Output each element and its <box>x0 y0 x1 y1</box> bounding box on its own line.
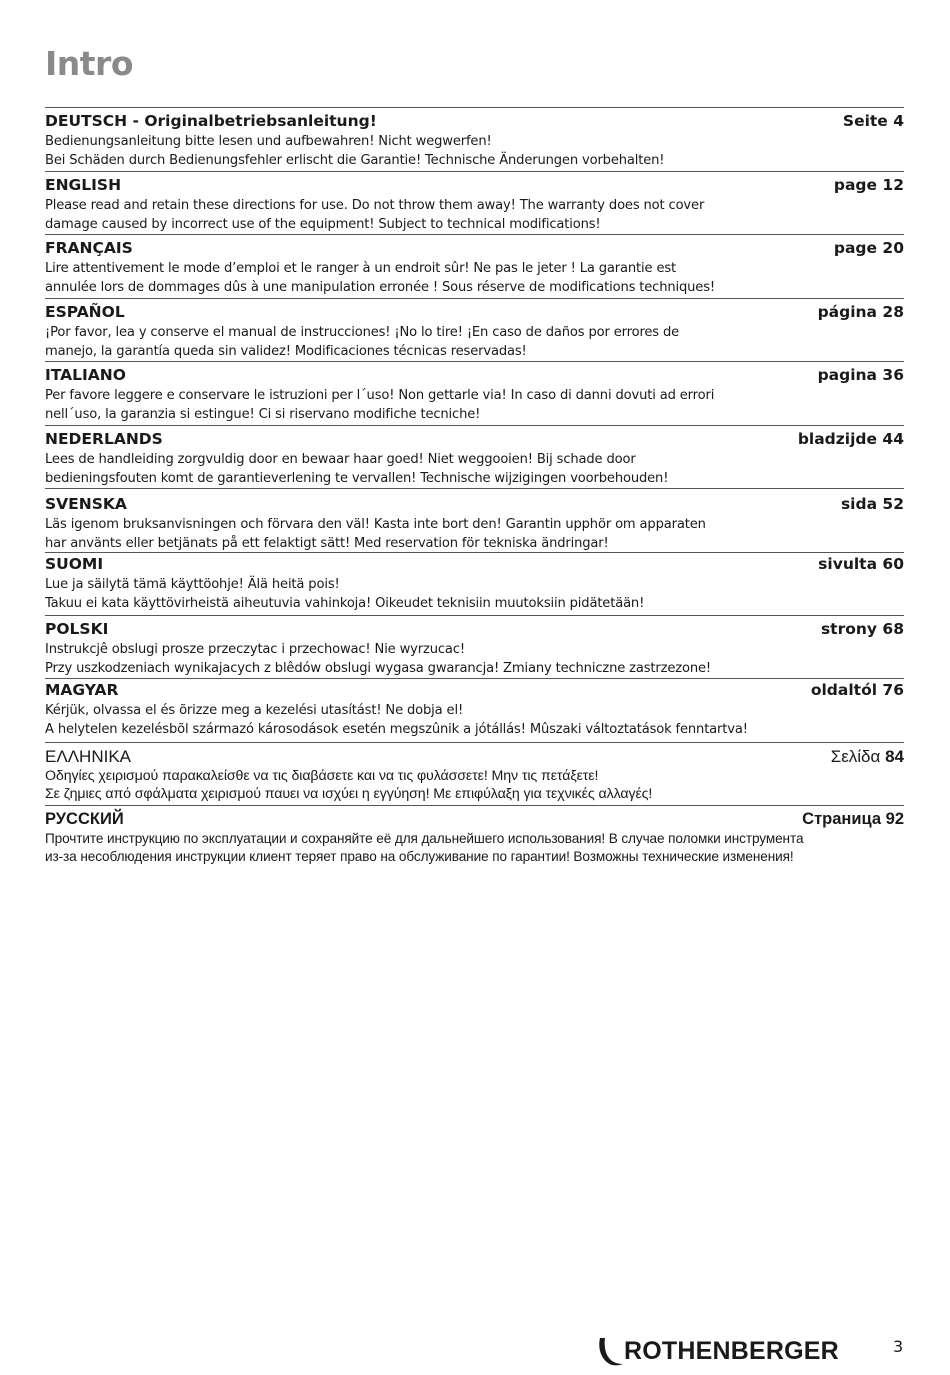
section-espanol <box>45 298 904 361</box>
section-header <box>45 619 904 640</box>
page-reference-number: 84 <box>885 747 904 766</box>
section-description <box>45 450 904 488</box>
description-line: Takuu ei kata käyttövirheistä aiheutuvia vahinkoja! Oikeudet teknisiin muutoksiin pidätetään! <box>45 596 645 611</box>
language-name: ΕΛΛΗΝΙΚΑ <box>45 747 132 766</box>
description-line: Οδηγίες χειρισμού παρακαλείσθε να τις διαβάσετε και να τις φυλάσσετε! Μην τις πετάξετε! <box>45 768 599 784</box>
brand-name: ROTHENBERGER <box>624 1337 839 1365</box>
language-name: DEUTSCH - Originalbetriebsanleitung! <box>45 112 377 130</box>
section-description <box>45 386 904 424</box>
description-line: Kérjük, olvassa el és õrizze meg a kezelési utasítást! Ne dobja el! <box>45 703 464 718</box>
description-line: Σε ζημιες από σφάλματα χειρισμού παυει να ισχύει η εγγύηση! Με επιφύλαξη για τεχνικές αλλαγές! <box>45 786 653 802</box>
section-header <box>45 429 904 450</box>
description-line: ¡Por favor, lea y conserve el manual de instrucciones! ¡No lo tire! ¡En caso de daños por errores de <box>45 325 680 340</box>
description-line: har använts eller betjänats på ett felaktigt sätt! Med reservation för tekniska ändringar! <box>45 536 609 551</box>
section-francais <box>45 234 904 298</box>
section-header <box>45 494 904 515</box>
page-reference: page 12 <box>833 176 904 194</box>
language-name: SUOMI <box>45 555 104 573</box>
description-line: Instrukcjê obslugi prosze przeczytac i przechowac! Nie wyrzucac! <box>45 642 465 657</box>
page-reference: pagina 36 <box>817 366 904 384</box>
section-description <box>45 259 904 297</box>
page-reference: strony 68 <box>820 620 904 638</box>
section-header <box>45 554 904 575</box>
section-header <box>45 238 904 259</box>
section-header <box>45 746 904 767</box>
description-line: Please read and retain these directions for use. Do not throw them away! The warranty does not cover <box>45 198 705 213</box>
section-description <box>45 767 904 803</box>
language-name: ENGLISH <box>45 176 122 194</box>
description-line: bedieningsfouten komt de garantieverlening te vervallen! Technische wijzigingen voorbehouden! <box>45 471 669 486</box>
section-description <box>45 132 904 170</box>
section-suomi <box>45 552 904 615</box>
section-russkiy <box>45 805 904 869</box>
description-line: Lire attentivement le mode d’emploi et le ranger à un endroit sûr! Ne pas le jeter ! La garantie est <box>45 261 677 276</box>
page-reference: bladzijde 44 <box>797 430 904 448</box>
page-reference: page 20 <box>833 239 904 257</box>
section-description <box>45 701 904 739</box>
section-ellinika <box>45 742 904 805</box>
section-deutsch <box>45 107 904 171</box>
section-description <box>45 575 904 613</box>
section-header <box>45 302 904 323</box>
description-line: Per favore leggere e conservare le istruzioni per l´uso! Non gettarle via! In caso di danni dovuti ad errori <box>45 388 715 403</box>
section-nederlands <box>45 425 904 488</box>
section-header <box>45 111 904 132</box>
section-description <box>45 640 904 678</box>
language-section-list <box>45 107 904 869</box>
page-reference-word: Σελίδα <box>830 747 881 766</box>
section-english <box>45 171 904 234</box>
page-reference: sivulta 60 <box>818 555 904 573</box>
description-line: Прочтите инструкцию по эксплуатации и сохраняйте её для дальнейшего использования! В случае поломки инструмента <box>45 831 804 846</box>
section-header <box>45 365 904 386</box>
section-header <box>45 175 904 196</box>
section-description <box>45 196 904 234</box>
page-reference: Seite 4 <box>842 112 904 130</box>
section-polski <box>45 615 904 678</box>
description-line: из-за несоблюдения инструкции клиент теряет право на обслуживание по гарантии! Возможны технические изменения! <box>45 849 794 864</box>
language-name: POLSKI <box>45 620 109 638</box>
description-line: Przy uszkodzeniach wynikajacych z blêdów obslugi wygasa gwarancja! Zmiany techniczne zastrzezone! <box>45 661 712 676</box>
page-title: Intro <box>45 44 133 83</box>
language-name: NEDERLANDS <box>45 430 163 448</box>
description-line: nell´uso, la garanzia si estingue! Ci si riservano modifiche tecniche! <box>45 407 481 422</box>
description-line: damage caused by incorrect use of the equipment! Subject to technical modifications! <box>45 217 601 232</box>
language-name: РУССКИЙ <box>45 810 124 828</box>
section-italiano <box>45 361 904 425</box>
section-description <box>45 323 904 361</box>
page-reference: página 28 <box>817 303 904 321</box>
description-line: Lees de handleiding zorgvuldig door en bewaar haar goed! Niet weggooien! Bij schade door <box>45 452 636 467</box>
description-line: Läs igenom bruksanvisningen och förvara den väl! Kasta inte bort den! Garantin upphör om apparaten <box>45 517 706 532</box>
section-header <box>45 680 904 701</box>
language-name: ESPAÑOL <box>45 303 125 321</box>
description-line: A helytelen kezelésbõl származó károsodások esetén megszûnik a jótállás! Mûszaki változtatások fenntartva! <box>45 722 748 737</box>
page-reference <box>831 746 904 767</box>
section-magyar <box>45 678 904 742</box>
language-name: ITALIANO <box>45 366 126 384</box>
language-name: MAGYAR <box>45 681 119 699</box>
page-reference: sida 52 <box>840 495 904 513</box>
section-svenska <box>45 488 904 552</box>
page-reference: oldaltól 76 <box>810 681 904 699</box>
description-line: Bedienungsanleitung bitte lesen und aufbewahren! Nicht wegwerfen! <box>45 134 492 149</box>
description-line: annulée lors de dommages dûs à une manipulation erronée ! Sous réserve de modifications techniques! <box>45 280 715 295</box>
language-name: SVENSKA <box>45 495 127 513</box>
section-description <box>45 515 904 552</box>
page-reference: Страница 92 <box>802 810 904 828</box>
swoosh-icon <box>596 1333 626 1369</box>
description-line: manejo, la garantía queda sin validez! Modificaciones técnicas reservadas! <box>45 344 527 359</box>
language-name: FRANÇAIS <box>45 239 133 257</box>
page-number: 3 <box>893 1337 904 1356</box>
section-description <box>45 830 904 866</box>
description-line: Bei Schäden durch Bedienungsfehler erlischt die Garantie! Technische Änderungen vorbehalten! <box>45 153 665 168</box>
section-header <box>45 809 904 830</box>
description-line: Lue ja säilytä tämä käyttöohje! Älä heitä pois! <box>45 577 340 592</box>
rothenberger-logo <box>596 1333 839 1369</box>
